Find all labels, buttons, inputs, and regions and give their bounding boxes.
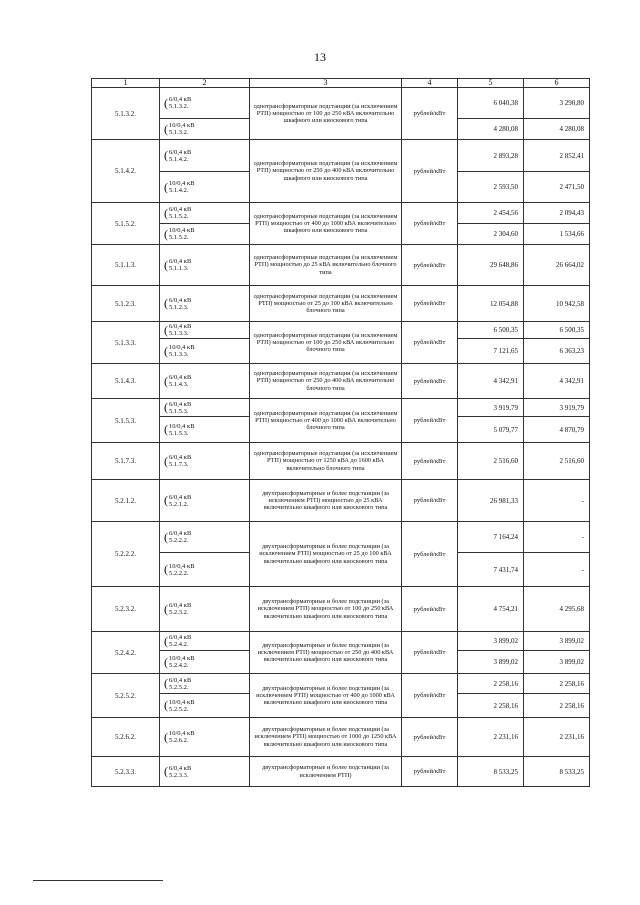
voltage-cell xyxy=(160,522,250,553)
description: однотрансформаторные подстанции (за исключением РТП) мощностью от 250 до 400 кВА включительно блочного типа xyxy=(250,364,402,399)
value-col5: 2 258,16 xyxy=(458,694,524,718)
item-code: 5.2.2.2. xyxy=(92,522,160,587)
page-number: 13 xyxy=(314,50,326,64)
sub-code: 5.1.3.2. xyxy=(169,129,189,136)
voltage-block xyxy=(169,180,195,194)
value-col6: 4 295,68 xyxy=(524,587,590,632)
table-row xyxy=(92,399,590,417)
voltage-block xyxy=(169,655,195,669)
unit: рублей/кВт xyxy=(402,587,458,632)
voltage-block xyxy=(169,677,191,691)
voltage-cell xyxy=(160,224,250,245)
voltage-block xyxy=(169,530,191,544)
header-row xyxy=(92,79,590,88)
voltage-label: 10/0,4 кВ xyxy=(169,698,195,706)
value-col5: 2 593,50 xyxy=(458,172,524,203)
value-col6: - xyxy=(524,480,590,522)
brace-glyph: ( xyxy=(164,676,168,690)
value-col5: 7 121,65 xyxy=(458,339,524,364)
voltage-cell xyxy=(160,757,250,787)
voltage-label: 6/0,4 кВ xyxy=(169,676,192,684)
voltage-cell xyxy=(160,399,250,417)
item-code: 5.2.6.2. xyxy=(92,718,160,757)
table-row xyxy=(92,718,590,757)
voltage-cell xyxy=(160,718,250,757)
sub-code: 5.1.7.3. xyxy=(169,461,189,468)
value-col5: 12 054,88 xyxy=(458,286,524,322)
value-col6: 4 342,91 xyxy=(524,364,590,399)
sub-code: 5.1.4.3. xyxy=(169,381,189,388)
table-row xyxy=(92,286,590,322)
voltage-cell xyxy=(160,245,250,286)
value-col6: 2 516,60 xyxy=(524,443,590,480)
voltage-cell xyxy=(160,119,250,140)
brace-glyph: ( xyxy=(164,562,168,576)
voltage-block xyxy=(169,297,191,311)
value-col6: 3 919,79 xyxy=(524,399,590,417)
voltage-cell xyxy=(160,286,250,322)
value-col5: 3 919,79 xyxy=(458,399,524,417)
tariff-table-body xyxy=(92,79,590,787)
item-code: 5.2.3.2. xyxy=(92,587,160,632)
voltage-label: 6/0,4 кВ xyxy=(169,374,192,381)
header-cell: 2 xyxy=(160,79,250,88)
value-col6: 8 533,25 xyxy=(524,757,590,787)
sub-code: 5.1.3.3. xyxy=(169,351,189,358)
voltage-cell xyxy=(160,88,250,119)
table-row xyxy=(92,632,590,651)
voltage-cell xyxy=(160,443,250,480)
value-col6: 2 231,16 xyxy=(524,718,590,757)
value-col5: 4 754,21 xyxy=(458,587,524,632)
sub-code: 5.1.1.3. xyxy=(169,265,189,272)
brace-glyph: ( xyxy=(164,296,168,310)
voltage-block xyxy=(169,96,191,110)
sub-code: 5.1.5.3. xyxy=(169,407,189,415)
table-row xyxy=(92,443,590,480)
sub-code: 5.1.4.2. xyxy=(169,187,189,194)
value-col5: 2 304,60 xyxy=(458,224,524,245)
voltage-block xyxy=(169,149,191,163)
brace-glyph: ( xyxy=(164,633,168,648)
value-col5: 7 164,24 xyxy=(458,522,524,553)
sub-code: 5.2.2.2. xyxy=(169,569,189,577)
value-col6: 6 500,35 xyxy=(524,322,590,339)
item-code: 5.2.4.2. xyxy=(92,632,160,674)
brace-glyph: ( xyxy=(164,422,168,436)
brace-glyph: ( xyxy=(164,529,168,544)
description: однотрансформаторные подстанции (за исключением РТП) мощностью до 25 кВА включительно блочного типа xyxy=(250,245,402,286)
item-code: 5.1.3.3. xyxy=(92,322,160,364)
voltage-label: 10/0,4 кВ xyxy=(169,655,195,662)
voltage-block xyxy=(169,344,195,358)
voltage-label: 6/0,4 кВ xyxy=(169,454,192,461)
item-code: 5.1.5.3. xyxy=(92,399,160,443)
voltage-label: 10/0,4 кВ xyxy=(169,344,195,351)
voltage-block xyxy=(169,730,195,744)
description: однотрансформаторные подстанции (за исключением РТП) мощностью от 1250 кВА до 1600 кВА включительно блочного типа xyxy=(250,443,402,480)
table-row xyxy=(92,203,590,224)
brace-glyph: ( xyxy=(164,179,168,194)
item-code: 5.1.2.3. xyxy=(92,286,160,322)
table-row xyxy=(92,140,590,172)
brace-glyph: ( xyxy=(164,698,168,712)
value-col6: 4 280,08 xyxy=(524,119,590,140)
voltage-cell xyxy=(160,674,250,694)
unit: рублей/кВт xyxy=(402,322,458,364)
value-col5: 6 040,38 xyxy=(458,88,524,119)
value-col6: 2 094,43 xyxy=(524,203,590,224)
description: двухтрансформаторные и более подстанции (за исключением РТП) мощностью от 25 до 100 кВА включительно шкафного или киоскового типа xyxy=(250,522,402,587)
value-col5: 5 079,77 xyxy=(458,417,524,443)
voltage-block xyxy=(169,227,195,241)
sub-code: 5.1.4.2. xyxy=(169,155,189,163)
brace-glyph: ( xyxy=(164,121,168,136)
voltage-cell xyxy=(160,203,250,224)
value-col6: 3 899,02 xyxy=(524,651,590,674)
voltage-cell xyxy=(160,632,250,651)
description: однотрансформаторные подстанции (за исключением РТП) мощностью от 25 до 100 кВА включительно блочного типа xyxy=(250,286,402,322)
voltage-cell xyxy=(160,322,250,339)
value-col5: 3 899,02 xyxy=(458,632,524,651)
value-col5: 2 454,56 xyxy=(458,203,524,224)
description: однотрансформаторные подстанции (за исключением РТП) мощностью от 400 до 1000 кВА включительно шкафного или киоскового типа xyxy=(250,203,402,245)
unit: рублей/кВт xyxy=(402,245,458,286)
voltage-block xyxy=(169,602,191,616)
value-col5: 2 893,28 xyxy=(458,140,524,172)
table-row xyxy=(92,757,590,787)
item-code: 5.1.3.2. xyxy=(92,88,160,140)
description: двухтрансформаторные и более подстанции (за исключением РТП) мощностью от 250 до 400 кВА включительно шкафного или киоскового типа xyxy=(250,632,402,674)
table-row xyxy=(92,587,590,632)
item-code: 5.1.4.2. xyxy=(92,140,160,203)
voltage-block xyxy=(169,423,195,437)
unit: рублей/кВт xyxy=(402,718,458,757)
sub-code: 5.1.3.2. xyxy=(169,103,189,110)
voltage-label: 6/0,4 кВ xyxy=(169,296,192,304)
description: двухтрансформаторные и более подстанции (за исключением РТП) мощностью от 1000 до 1250 кВА включительно шкафного или киоскового типа xyxy=(250,718,402,757)
value-col6: 3 899,02 xyxy=(524,632,590,651)
unit: рублей/кВт xyxy=(402,443,458,480)
sub-code: 5.2.5.2. xyxy=(169,683,189,691)
voltage-label: 10/0,4 кВ xyxy=(169,562,195,570)
table-row xyxy=(92,522,590,553)
voltage-label: 6/0,4 кВ xyxy=(169,634,192,641)
voltage-label: 10/0,4 кВ xyxy=(169,227,195,234)
sub-code: 5.1.5.2. xyxy=(169,213,189,220)
brace-glyph: ( xyxy=(164,226,168,241)
header-cell: 5 xyxy=(458,79,524,88)
brace-glyph: ( xyxy=(164,654,168,669)
unit: рублей/кВт xyxy=(402,364,458,399)
table-row xyxy=(92,322,590,339)
table-row xyxy=(92,480,590,522)
brace-glyph: ( xyxy=(164,729,168,744)
voltage-cell xyxy=(160,172,250,203)
value-col5: 2 516,60 xyxy=(458,443,524,480)
table-row xyxy=(92,364,590,399)
value-col6: - xyxy=(524,553,590,587)
header-cell: 6 xyxy=(524,79,590,88)
value-col5: 8 533,25 xyxy=(458,757,524,787)
value-col6: 26 664,02 xyxy=(524,245,590,286)
unit: рублей/кВт xyxy=(402,203,458,245)
unit: рублей/кВт xyxy=(402,286,458,322)
item-code: 5.1.5.2. xyxy=(92,203,160,245)
unit: рублей/кВт xyxy=(402,399,458,443)
sub-code: 5.2.3.2. xyxy=(169,609,189,616)
voltage-cell xyxy=(160,339,250,364)
brace-glyph: ( xyxy=(164,493,168,507)
voltage-block xyxy=(169,323,191,337)
sub-code: 5.2.1.2. xyxy=(169,500,189,508)
voltage-block xyxy=(169,494,191,508)
brace-glyph: ( xyxy=(164,257,168,272)
value-col6: 6 363,23 xyxy=(524,339,590,364)
voltage-label: 6/0,4 кВ xyxy=(169,148,192,156)
voltage-cell xyxy=(160,417,250,443)
voltage-label: 6/0,4 кВ xyxy=(169,602,192,609)
unit: рублей/кВт xyxy=(402,522,458,587)
description: однотрансформаторные подстанции (за исключением РТП) мощностью от 400 до 1000 кВА включительно блочного типа xyxy=(250,399,402,443)
value-col6: 3 290,80 xyxy=(524,88,590,119)
sub-code: 5.1.2.3. xyxy=(169,303,189,311)
voltage-label: 10/0,4 кВ xyxy=(169,122,195,129)
description: однотрансформаторные подстанции (за исключением РТП) мощностью от 250 до 400 кВА включительно шкафного или киоскового типа xyxy=(250,140,402,203)
sub-code: 5.2.4.2. xyxy=(169,641,189,648)
brace-glyph: ( xyxy=(164,764,168,778)
voltage-label: 10/0,4 кВ xyxy=(169,422,195,430)
sub-code: 5.1.5.3. xyxy=(169,429,189,437)
brace-glyph: ( xyxy=(164,400,168,414)
item-code: 5.2.1.2. xyxy=(92,480,160,522)
unit: рублей/кВт xyxy=(402,140,458,203)
voltage-cell xyxy=(160,140,250,172)
brace-glyph: ( xyxy=(164,95,168,110)
value-col5: 4 342,91 xyxy=(458,364,524,399)
item-code: 5.1.4.3. xyxy=(92,364,160,399)
table-row xyxy=(92,245,590,286)
value-col6: 2 852,41 xyxy=(524,140,590,172)
table-row xyxy=(92,88,590,119)
voltage-label: 6/0,4 кВ xyxy=(169,206,192,213)
voltage-cell xyxy=(160,553,250,587)
voltage-label: 6/0,4 кВ xyxy=(169,258,192,265)
voltage-block xyxy=(169,454,191,468)
brace-glyph: ( xyxy=(164,343,168,358)
voltage-label: 10/0,4 кВ xyxy=(169,180,195,187)
sub-code: 5.2.5.2. xyxy=(169,705,189,713)
sub-code: 5.2.3.3. xyxy=(169,771,189,779)
brace-glyph: ( xyxy=(164,322,168,337)
description: двухтрансформаторные и более подстанции (за исключением РТП) мощностью от 400 до 1000 кВА включительно шкафного или киоскового типа xyxy=(250,674,402,718)
value-col6: 2 258,16 xyxy=(524,674,590,694)
value-col6: - xyxy=(524,522,590,553)
brace-glyph: ( xyxy=(164,373,168,388)
voltage-label: 10/0,4 кВ xyxy=(169,730,195,737)
value-col5: 2 258,16 xyxy=(458,674,524,694)
description: однотрансформаторные подстанции (за исключением РТП) мощностью от 100 до 250 кВА включительно шкафного или киоскового типа xyxy=(250,88,402,140)
header-cell: 3 xyxy=(250,79,402,88)
value-col5: 3 899,02 xyxy=(458,651,524,674)
sub-code: 5.2.4.2. xyxy=(169,662,189,669)
tariff-table xyxy=(91,78,590,787)
voltage-cell xyxy=(160,364,250,399)
value-col5: 4 280,08 xyxy=(458,119,524,140)
voltage-block xyxy=(169,634,191,648)
description: двухтрансформаторные и более подстанции (за исключением РТП) мощностью до 25 кВА включительно шкафного или киоскового типа xyxy=(250,480,402,522)
voltage-cell xyxy=(160,587,250,632)
footer-divider xyxy=(33,880,163,881)
value-col5: 26 981,33 xyxy=(458,480,524,522)
voltage-cell xyxy=(160,480,250,522)
voltage-block xyxy=(169,401,191,415)
value-col5: 2 231,16 xyxy=(458,718,524,757)
value-col5: 29 648,86 xyxy=(458,245,524,286)
sub-code: 5.2.6.2. xyxy=(169,737,189,744)
voltage-label: 6/0,4 кВ xyxy=(169,764,192,772)
header-cell: 4 xyxy=(402,79,458,88)
unit: рублей/кВт xyxy=(402,757,458,787)
brace-glyph: ( xyxy=(164,453,168,468)
voltage-block xyxy=(169,122,195,136)
value-col6: 10 942,58 xyxy=(524,286,590,322)
voltage-label: 6/0,4 кВ xyxy=(169,400,192,408)
unit: рублей/кВт xyxy=(402,88,458,140)
voltage-label: 6/0,4 кВ xyxy=(169,493,192,501)
brace-glyph: ( xyxy=(164,601,168,616)
item-code: 5.1.1.3. xyxy=(92,245,160,286)
table-row xyxy=(92,674,590,694)
unit: рублей/кВт xyxy=(402,480,458,522)
voltage-block xyxy=(169,258,191,272)
brace-glyph: ( xyxy=(164,148,168,162)
voltage-block xyxy=(169,563,195,577)
voltage-cell xyxy=(160,651,250,674)
header-cell: 1 xyxy=(92,79,160,88)
value-col6: 1 534,66 xyxy=(524,224,590,245)
voltage-block xyxy=(169,374,191,388)
item-code: 5.2.5.2. xyxy=(92,674,160,718)
value-col6: 2 471,50 xyxy=(524,172,590,203)
brace-glyph: ( xyxy=(164,205,168,220)
item-code: 5.1.7.3. xyxy=(92,443,160,480)
voltage-block xyxy=(169,206,191,220)
value-col5: 7 431,74 xyxy=(458,553,524,587)
item-code: 5.2.3.3. xyxy=(92,757,160,787)
voltage-block xyxy=(169,699,195,713)
voltage-label: 6/0,4 кВ xyxy=(169,323,192,330)
unit: рублей/кВт xyxy=(402,632,458,674)
value-col5: 6 500,35 xyxy=(458,322,524,339)
sub-code: 5.1.3.3. xyxy=(169,330,189,337)
description: двухтрансформаторные и более подстанции (за исключением РТП) мощностью от 100 до 250 кВА включительно шкафного или киоскового типа xyxy=(250,587,402,632)
voltage-label: 6/0,4 кВ xyxy=(169,530,192,537)
sub-code: 5.2.2.2. xyxy=(169,537,189,544)
value-col6: 4 870,79 xyxy=(524,417,590,443)
value-col6: 2 258,16 xyxy=(524,694,590,718)
description: однотрансформаторные подстанции (за исключением РТП) мощностью от 100 до 250 кВА включительно блочного типа xyxy=(250,322,402,364)
voltage-label: 6/0,4 кВ xyxy=(169,96,192,103)
description: двухтрансформаторные и более подстанции (за исключением РТП) xyxy=(250,757,402,787)
sub-code: 5.1.5.2. xyxy=(169,234,189,241)
unit: рублей/кВт xyxy=(402,674,458,718)
voltage-cell xyxy=(160,694,250,718)
voltage-block xyxy=(169,765,191,779)
